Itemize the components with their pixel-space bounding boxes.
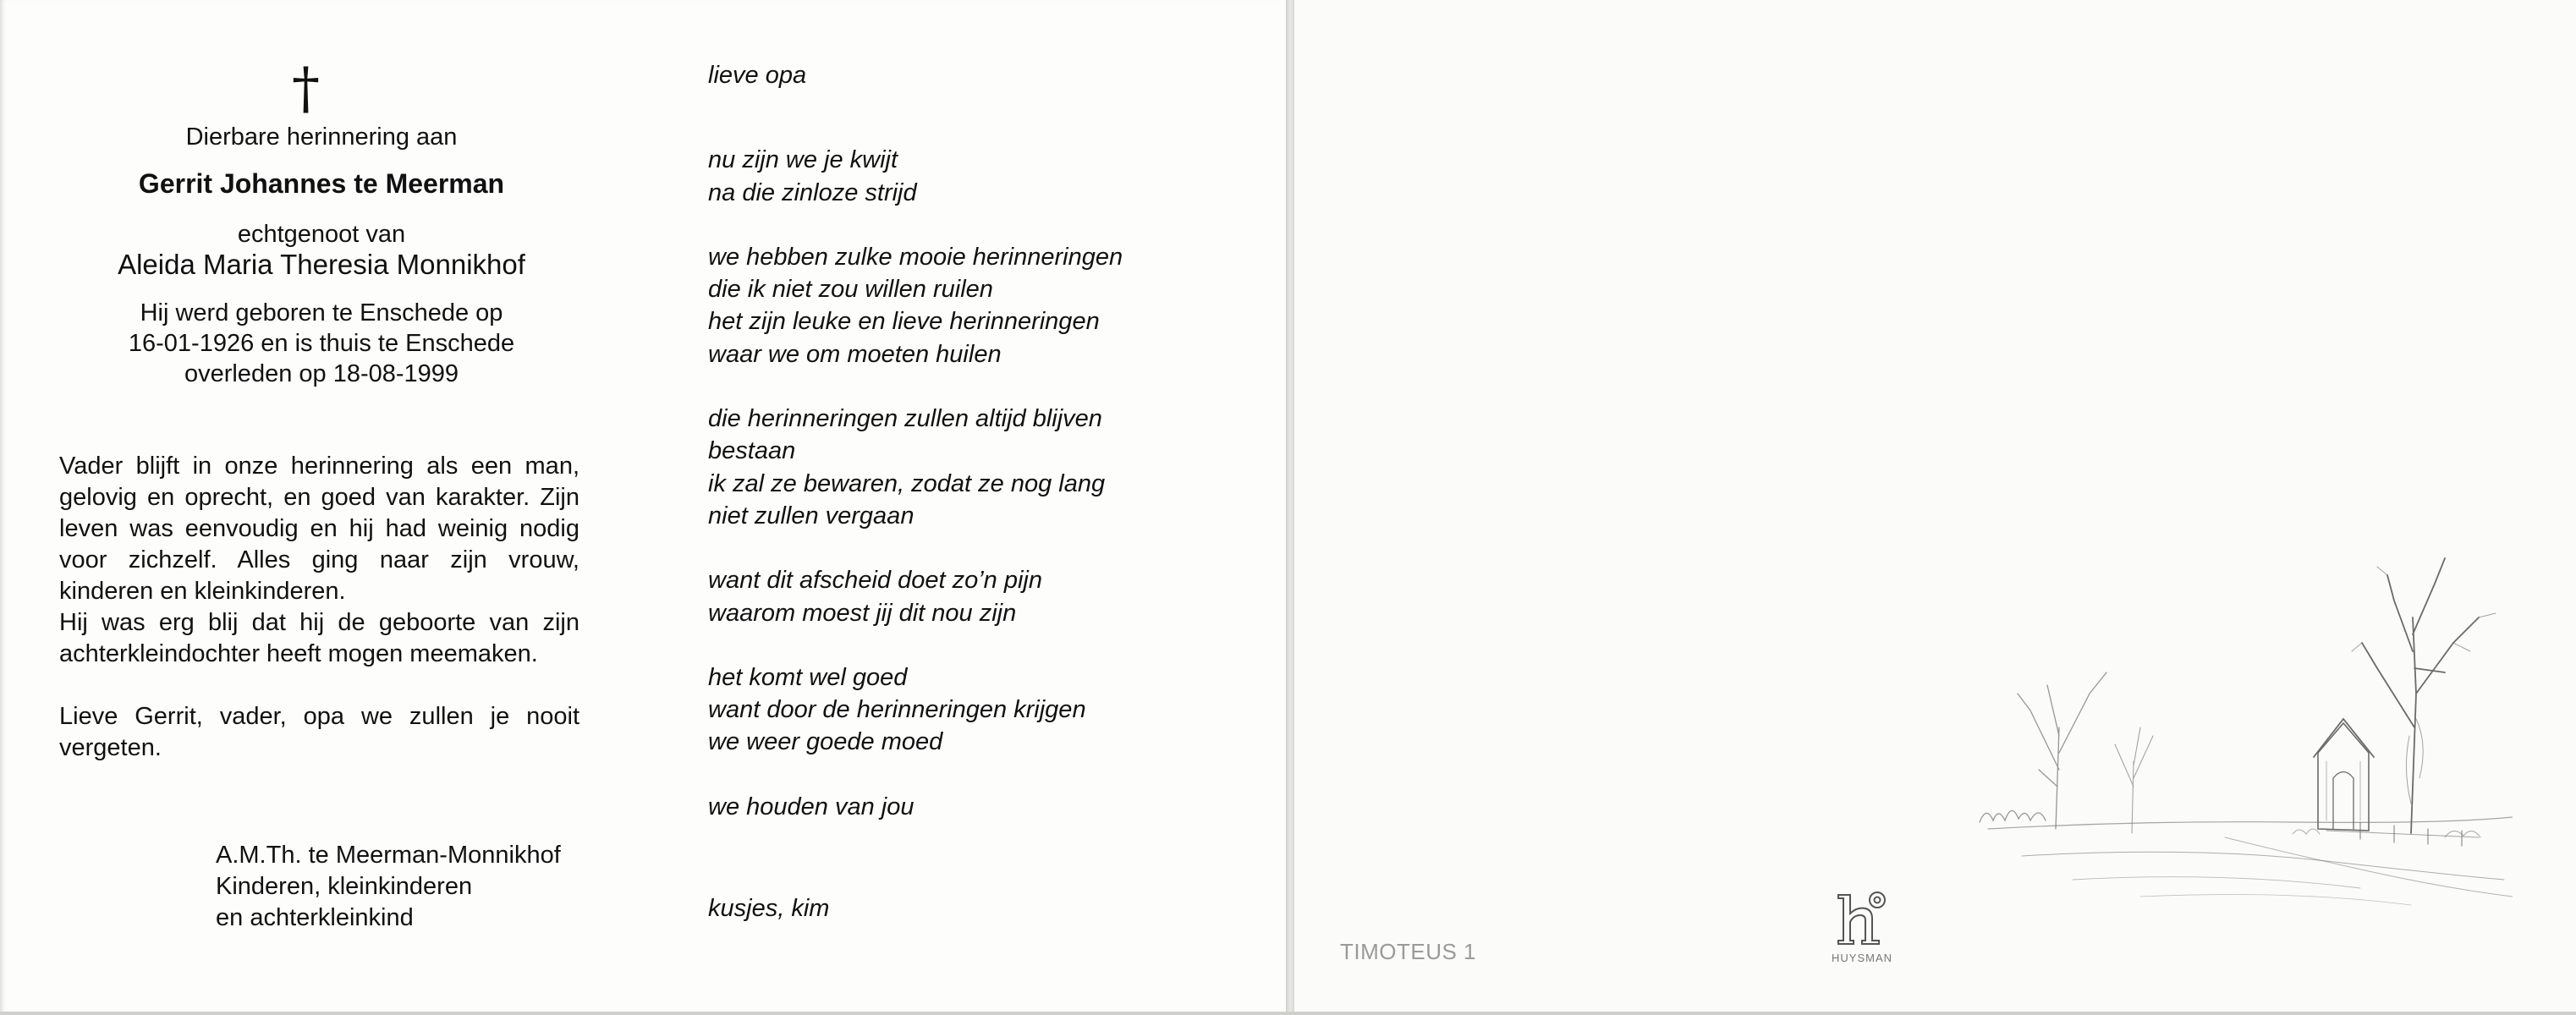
poem-line: niet zullen vergaan [708, 502, 915, 529]
deceased-name: Gerrit Johannes te Meerman [138, 168, 505, 199]
poem-line: die ik niet zou willen ruilen [708, 276, 993, 304]
intro-text: Dierbare herinnering aan [185, 123, 458, 151]
signers-block [216, 840, 561, 934]
poem-line: het komt wel goed [708, 663, 908, 691]
obituary-column [59, 51, 584, 764]
cross-icon: † [292, 56, 320, 121]
landscape-chapel-sketch [1971, 524, 2513, 922]
logo-text: HUYSMAN [1832, 952, 1893, 964]
birth-death-info [59, 298, 584, 389]
poem-line: want dit afscheid doet zo’n pijn [708, 567, 1042, 595]
poem-stanza [708, 791, 1216, 823]
verse-reference: TIMOTEUS 1 [1340, 939, 1477, 964]
card-bottom-edge [0, 1012, 2576, 1015]
poem-line: we hebben zulke mooie herinneringen [708, 243, 1123, 271]
poem-line: bestaan [708, 437, 796, 465]
death-line: overleden op 18-08-1999 [184, 360, 459, 387]
card-inside-panel [0, 0, 1286, 1012]
farewell-text: Lieve Gerrit, vader, opa we zullen je nooit vergeten. [59, 703, 579, 761]
poem-line: want door de herinneringen krijgen [708, 696, 1086, 724]
tribute-paragraph: Hij was erg blij dat hij de geboorte van zijn achterkleindochter heeft mogen meemaken. [59, 609, 579, 667]
poem-stanza [708, 241, 1216, 370]
poem-line: ik zal ze bewaren, zodat ze nog lang [708, 469, 1106, 497]
signer-line: en achterkleinkind [216, 904, 414, 931]
signer-line: Kinderen, kleinkinderen [216, 873, 473, 900]
poem-stanza [708, 144, 1216, 209]
poem-line: het zijn leuke en lieve herinneringen [708, 308, 1100, 336]
poem-column [708, 59, 1216, 924]
spouse-label: echtgenoot van [237, 221, 406, 248]
poem-line: waarom moest jij dit nou zijn [708, 599, 1017, 627]
huysman-logo-mark [1832, 888, 1891, 947]
birth-line: Hij werd geboren te Enschede op [140, 299, 503, 326]
poem-line: we houden van jou [708, 793, 915, 820]
poem-stanza [708, 661, 1216, 759]
spouse-name: Aleida Maria Theresia Monnikhof [118, 249, 525, 280]
poem-greeting: lieve opa [708, 62, 807, 89]
poem-stanza [708, 564, 1216, 629]
birth-line: 16-01-1926 en is thuis te Enschede [128, 330, 515, 357]
signer-line: A.M.Th. te Meerman-Monnikhof [216, 842, 561, 869]
tribute-text [59, 451, 579, 670]
poem-line: die herinneringen zullen altijd blijven [708, 405, 1102, 433]
poem-line: waar we om moeten huilen [708, 340, 1002, 368]
poem-line: we weer goede moed [708, 728, 943, 756]
poem-line: nu zijn we je kwijt [708, 146, 898, 174]
huysman-logo-icon [1832, 888, 1891, 966]
poem-stanza [708, 403, 1216, 532]
card-fold [1286, 0, 1294, 1015]
poem-signature: kusjes, kim [708, 895, 830, 923]
tribute-paragraph: Vader blijft in onze herinnering als een man, gelovig en oprecht, en goed van karakter. Zijn leven was eenvoudig en hij had weinig nodig voor zichzelf. Alles ging naar zijn vrouw, kinderen en kleinkinderen. [59, 453, 579, 605]
poem-line: na die zinloze strijd [708, 178, 917, 206]
